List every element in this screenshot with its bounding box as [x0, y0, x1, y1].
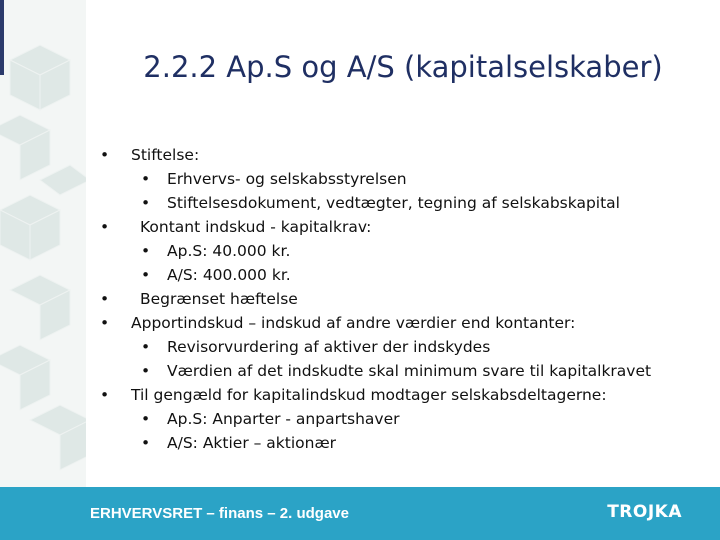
- sub-bullet-item: [100, 359, 715, 383]
- bullet-text: Apportindskud – indskud af andre værdier end kontanter:: [131, 314, 576, 332]
- bullet-text: Ap.S: 40.000 kr.: [167, 242, 291, 260]
- publisher-logo: TROJKA: [607, 502, 682, 522]
- bullet-marker: •: [141, 362, 151, 380]
- bullet-text: Ap.S: Anparter - anpartshaver: [167, 410, 400, 428]
- bullet-item: [100, 383, 715, 407]
- bullet-marker: •: [100, 218, 110, 236]
- bullet-marker: •: [100, 314, 110, 332]
- sub-bullet-item: [100, 335, 715, 359]
- bullet-marker: •: [141, 410, 151, 428]
- bullet-item: [100, 311, 715, 335]
- footer-bar: [0, 487, 720, 540]
- bullet-marker: •: [100, 146, 110, 164]
- bullet-marker: •: [141, 434, 151, 452]
- bullet-text: Begrænset hæftelse: [140, 290, 298, 308]
- bullet-item: [100, 287, 715, 311]
- sub-bullet-item: [100, 239, 715, 263]
- bullet-text: Til gengæld for kapitalindskud modtager selskabsdeltagerne:: [131, 386, 607, 404]
- bullet-marker: •: [141, 338, 151, 356]
- sub-bullet-item: [100, 407, 715, 431]
- slide-title: 2.2.2 Ap.S og A/S (kapitalselskaber): [143, 50, 663, 84]
- bullet-text: Kontant indskud - kapitalkrav:: [140, 218, 372, 236]
- bullet-marker: •: [141, 242, 151, 260]
- bullet-marker: •: [100, 386, 110, 404]
- sub-bullet-item: [100, 191, 715, 215]
- bullet-marker: •: [141, 194, 151, 212]
- footer-book-title: ERHVERVSRET – finans – 2. udgave: [90, 505, 349, 522]
- bullet-text: A/S: 400.000 kr.: [167, 266, 291, 284]
- bullet-marker: •: [100, 290, 110, 308]
- sub-bullet-item: [100, 431, 715, 455]
- bullet-text: Erhvervs- og selskabsstyrelsen: [167, 170, 407, 188]
- bullet-text: Revisorvurdering af aktiver der indskydes: [167, 338, 491, 356]
- sub-bullet-item: [100, 167, 715, 191]
- bullet-text: A/S: Aktier – aktionær: [167, 434, 337, 452]
- bullet-item: [100, 143, 715, 167]
- bullet-marker: •: [141, 170, 151, 188]
- bullet-marker: •: [141, 266, 151, 284]
- bullet-list: [100, 143, 715, 455]
- bullet-text: Værdien af det indskudte skal minimum svare til kapitalkravet: [167, 362, 652, 380]
- bullet-text: Stiftelse:: [131, 146, 200, 164]
- side-decoration: [0, 0, 86, 487]
- bullet-text: Stiftelsesdokument, vedtægter, tegning af selskabskapital: [167, 194, 620, 212]
- bullet-item: [100, 215, 715, 239]
- sub-bullet-item: [100, 263, 715, 287]
